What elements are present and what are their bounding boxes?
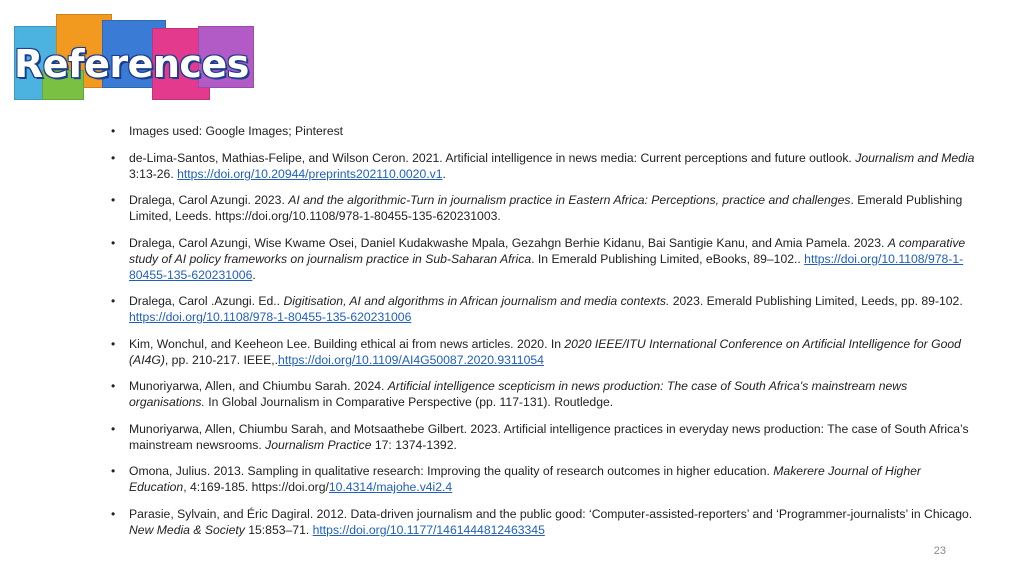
- references-list: [108, 123, 978, 548]
- bullet-icon: •: [111, 294, 116, 308]
- reference-item: [108, 192, 978, 224]
- reference-title: A comparative study of AI policy frameworks on journalism practice in Sub-Saharan Africa: [129, 235, 966, 266]
- reference-item: [108, 463, 978, 495]
- reference-link[interactable]: https://doi.org/10.1177/1461444812463345: [312, 522, 545, 537]
- reference-text: Images used: Google Images; Pinterest: [129, 124, 344, 138]
- reference-item: [108, 235, 978, 283]
- reference-text: 2023. Emerald Publishing Limited, Leeds, pp. 89-102.: [669, 294, 963, 308]
- reference-title: Journalism Practice: [265, 437, 372, 452]
- reference-text: Omona, Julius. 2013. Sampling in qualitative research: Improving the quality of research outcomes in higher education.: [129, 464, 774, 478]
- reference-title: Artificial intelligence scepticism in news production: The case of South Africa's mainstream news organisations.: [129, 379, 908, 409]
- reference-item: [108, 336, 978, 368]
- bullet-icon: •: [111, 464, 116, 478]
- reference-link[interactable]: https://doi.org/10.1108/978-1-80455-135-620231006: [129, 251, 964, 282]
- reference-text: 17: 1374-1392.: [371, 437, 457, 452]
- reference-text: . Emerald Publishing Limited, Leeds. https://doi.org/10.1108/978-1-80455-135-620231003.: [129, 193, 963, 223]
- reference-text: 15:853–71.: [244, 522, 313, 537]
- bullet-icon: •: [111, 235, 116, 250]
- bullet-icon: •: [111, 336, 116, 351]
- reference-text: , 4:169-185. https://doi.org/: [183, 480, 329, 494]
- reference-text: Dralega, Carol .Azungi. Ed..: [129, 294, 284, 308]
- reference-item: [108, 378, 978, 410]
- reference-text: .: [252, 267, 256, 282]
- reference-item: [108, 293, 978, 325]
- reference-text: Dralega, Carol Azungi. 2023.: [129, 193, 289, 207]
- page-number: 23: [933, 545, 946, 557]
- bullet-icon: •: [111, 193, 116, 207]
- reference-text: de-Lima-Santos, Mathias-Felipe, and Wilson Ceron. 2021. Artificial intelligence in news media: Current perceptions and future outlook.: [129, 150, 856, 165]
- reference-text: , pp. 210-217. IEEE,.: [164, 352, 279, 367]
- reference-link[interactable]: 10.4314/majohe.v4i2.4: [328, 480, 453, 494]
- reference-link[interactable]: https://doi.org/10.1109/AI4G50087.2020.9311054: [278, 352, 544, 367]
- reference-title: Journalism and Media: [855, 150, 975, 165]
- reference-text: Munoriyarwa, Allen, Chiumbu Sarah, and Motsaathebe Gilbert. 2023. Artificial intelligence practices in everyday news production: The case of South Africa’s mainstream newsrooms.: [129, 421, 969, 452]
- reference-title: Digitisation, AI and algorithms in African journalism and media contexts.: [283, 294, 670, 308]
- reference-text: Dralega, Carol Azungi, Wise Kwame Osei, Daniel Kudakwashe Mpala, Gezahgn Berhie Kidanu, Bai Santigie Kanu, and Amia Pamela. 2023.: [129, 235, 888, 250]
- reference-text: Munoriyarwa, Allen, and Chiumbu Sarah. 2024.: [129, 379, 388, 393]
- reference-title: 2020 IEEE/ITU International Conference on Artificial Intelligence for Good (AI4G): [129, 336, 961, 367]
- reference-text: Parasie, Sylvain, and Éric Dagiral. 2012. Data-driven journalism and the public good: ‘Computer-assisted-reporters’ and ‘Programmer-journalists’ in Chicago.: [129, 506, 973, 521]
- reference-title: New Media & Society: [129, 522, 245, 537]
- reference-text: .: [442, 166, 446, 181]
- bullet-icon: •: [111, 379, 116, 393]
- reference-item: [108, 150, 978, 182]
- bullet-icon: •: [111, 124, 116, 138]
- reference-text: Kim, Wonchul, and Keeheon Lee. Building ethical ai from news articles. 2020. In: [129, 336, 565, 351]
- logo-text: References: [14, 42, 249, 86]
- bullet-icon: •: [111, 506, 116, 521]
- reference-text: . In Emerald Publishing Limited, eBooks, 89–102..: [531, 251, 805, 266]
- reference-text: 3:13-26.: [129, 166, 178, 181]
- reference-title: Makerere Journal of Higher Education: [129, 464, 921, 494]
- reference-text: In Global Journalism in Comparative Perspective (pp. 117-131). Routledge.: [204, 395, 614, 409]
- reference-item: [108, 506, 978, 538]
- reference-item: [108, 421, 978, 453]
- bullet-icon: •: [111, 421, 116, 436]
- reference-link[interactable]: https://doi.org/10.1108/978-1-80455-135-620231006: [129, 310, 412, 324]
- reference-title: AI and the algorithmic-Turn in journalism practice in Eastern Africa: Perceptions, practice and challenges: [288, 193, 851, 207]
- reference-link[interactable]: https://doi.org/10.20944/preprints202110.0020.v1: [177, 166, 443, 181]
- bullet-icon: •: [111, 150, 116, 165]
- references-logo: [12, 12, 256, 100]
- reference-item: [108, 123, 978, 139]
